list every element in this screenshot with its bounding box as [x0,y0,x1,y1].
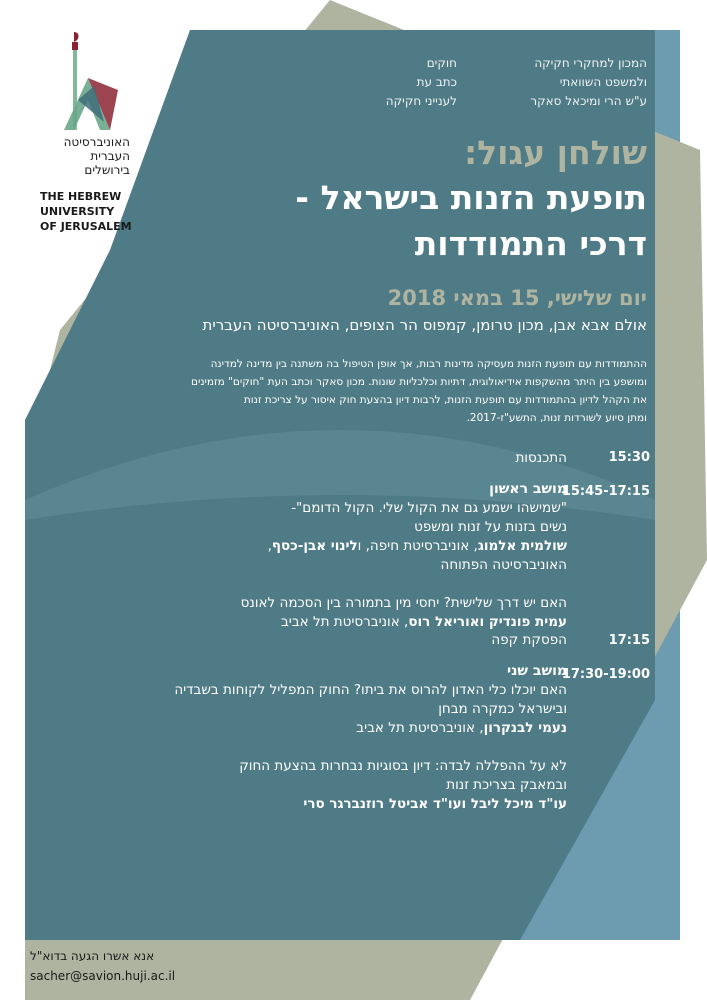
session2-talk2-speakers [47,795,567,814]
event-title-line3: דרכי התמודדות [414,224,647,263]
session2-talk1-speakers [47,719,567,738]
session2-block [47,662,567,814]
session2-title: מושב שני [506,663,567,679]
speaker-name: עו"ד מיכל ליבל ועו"ד אביטל רוזנברגר סרי [303,796,567,812]
institute-line: המכון למחקרי חקיקה [534,56,647,70]
journal-name [386,54,457,111]
speaker-affiliation: , אוניברסיטת תל אביב [356,720,484,736]
journal-line: חוקים [426,56,457,70]
punctuation: , [267,538,272,554]
session1-talk1-line: "שמישהו ישמע גם את הקול שלי. הקול הדומם"- [291,500,567,516]
speaker-name: לינוי אבן-כסף [271,538,358,554]
coffee-time: 17:15 [608,633,650,648]
logo-he-line: בירושלים [84,163,130,177]
speaker-name: נעמי לבנקרון [483,720,567,736]
session1-talk2-title: האם יש דרך שלישית? יחסי מין בתמורה בין הסכמה לאונס [240,595,567,611]
intro-line: ומתן סיוע לשורדות זנות, התשע"ז-2017. [466,412,647,424]
session1-talk2-speakers [47,613,567,632]
session1-block [47,480,567,632]
speaker-name: עמית פונדיק ואוריאל רוס [408,614,567,630]
event-venue: אולם אבא אבן, מכון טרומן, קמפוס הר הצופים, האוניברסיטה העברית [202,316,647,334]
intro-paragraph [127,355,647,427]
rsvp-text: אנא אשרו הגעה בדוא"ל [30,949,155,963]
journal-line: כתב עת [416,75,457,89]
logo-he-line: העברית [90,149,130,163]
logo-hebrew-name [40,135,130,177]
sacher-institute-name [530,54,647,111]
session1-talk1-speakers [47,537,567,556]
logo-en-line: OF JERUSALEM [40,220,132,233]
journal-line: לענייני חקיקה [385,94,457,108]
session2-talk2-line: לא על ההפללה לבדה: דיון בסוגיות נבחרות בהצעת החוק [239,758,567,774]
session1-title: מושב ראשון [489,481,567,497]
session1-talk1-line: נשים בזנות על זנות ומשפט [414,519,567,535]
hebrew-university-logo-icon [60,30,120,135]
gathering-label: התכנסות [515,450,567,466]
coffee-label: הפסקת קפה [491,632,567,648]
session2-talk1-line: האם יוכלו כלי האדון להרוס את ביתו? החוק המפליל לקוחות בשבדיה [174,682,567,698]
speaker-name: שולמית אלמוג [477,538,567,554]
logo-en-line: UNIVERSITY [40,205,115,218]
session2-talk2-line: ובמאבק בצריכת זנות [446,777,567,793]
gathering-time: 15:30 [608,450,650,465]
institute-line: ע"ש הרי ומיכאל סאקר [530,94,647,108]
logo-he-line: האוניברסיטה [63,135,130,149]
event-date: יום שלישי, 15 במאי 2018 [387,286,647,310]
intro-line: ומושפע בין היתר מהשקפות אידיאולוגית, דתיות וכלכליות שונות. מכון סאקר וכתב העת "חוקים" מזמינים [191,376,647,388]
event-title-line2: תופעת הזנות בישראל - [295,178,647,217]
logo-en-line: THE HEBREW [40,190,122,203]
speaker-affiliation: , אוניברסיטת תל אביב [281,614,409,630]
contact-block [30,946,175,986]
speaker-affiliation: , אוניברסיטת חיפה, ו [357,538,478,554]
speaker-affiliation: האוניברסיטה הפתוחה [440,557,567,573]
logo-english-name [40,189,132,234]
institute-line: ולמשפט השוואתי [559,75,647,89]
intro-line: את הקהל לדיון בהתמודדות עם תופעת הזנות, לרבות דיון בהצעת חוק איסור על צריכת זנות [243,394,647,406]
session1-time: 15:45-17:15 [561,484,650,499]
event-title-line1: שולחן עגול: [463,133,647,172]
session2-time: 17:30-19:00 [561,667,650,682]
session2-talk1-line: ובישראל כמקרה מבחן [438,701,567,717]
intro-line: ההתמודדות עם תופעת הזנות מעסיקה מדינות רבות, אך אופן הטיפול בה משתנה בין מדינה למדינה [210,358,647,370]
contact-email-link[interactable]: sacher@savion.huji.ac.il [30,969,176,983]
